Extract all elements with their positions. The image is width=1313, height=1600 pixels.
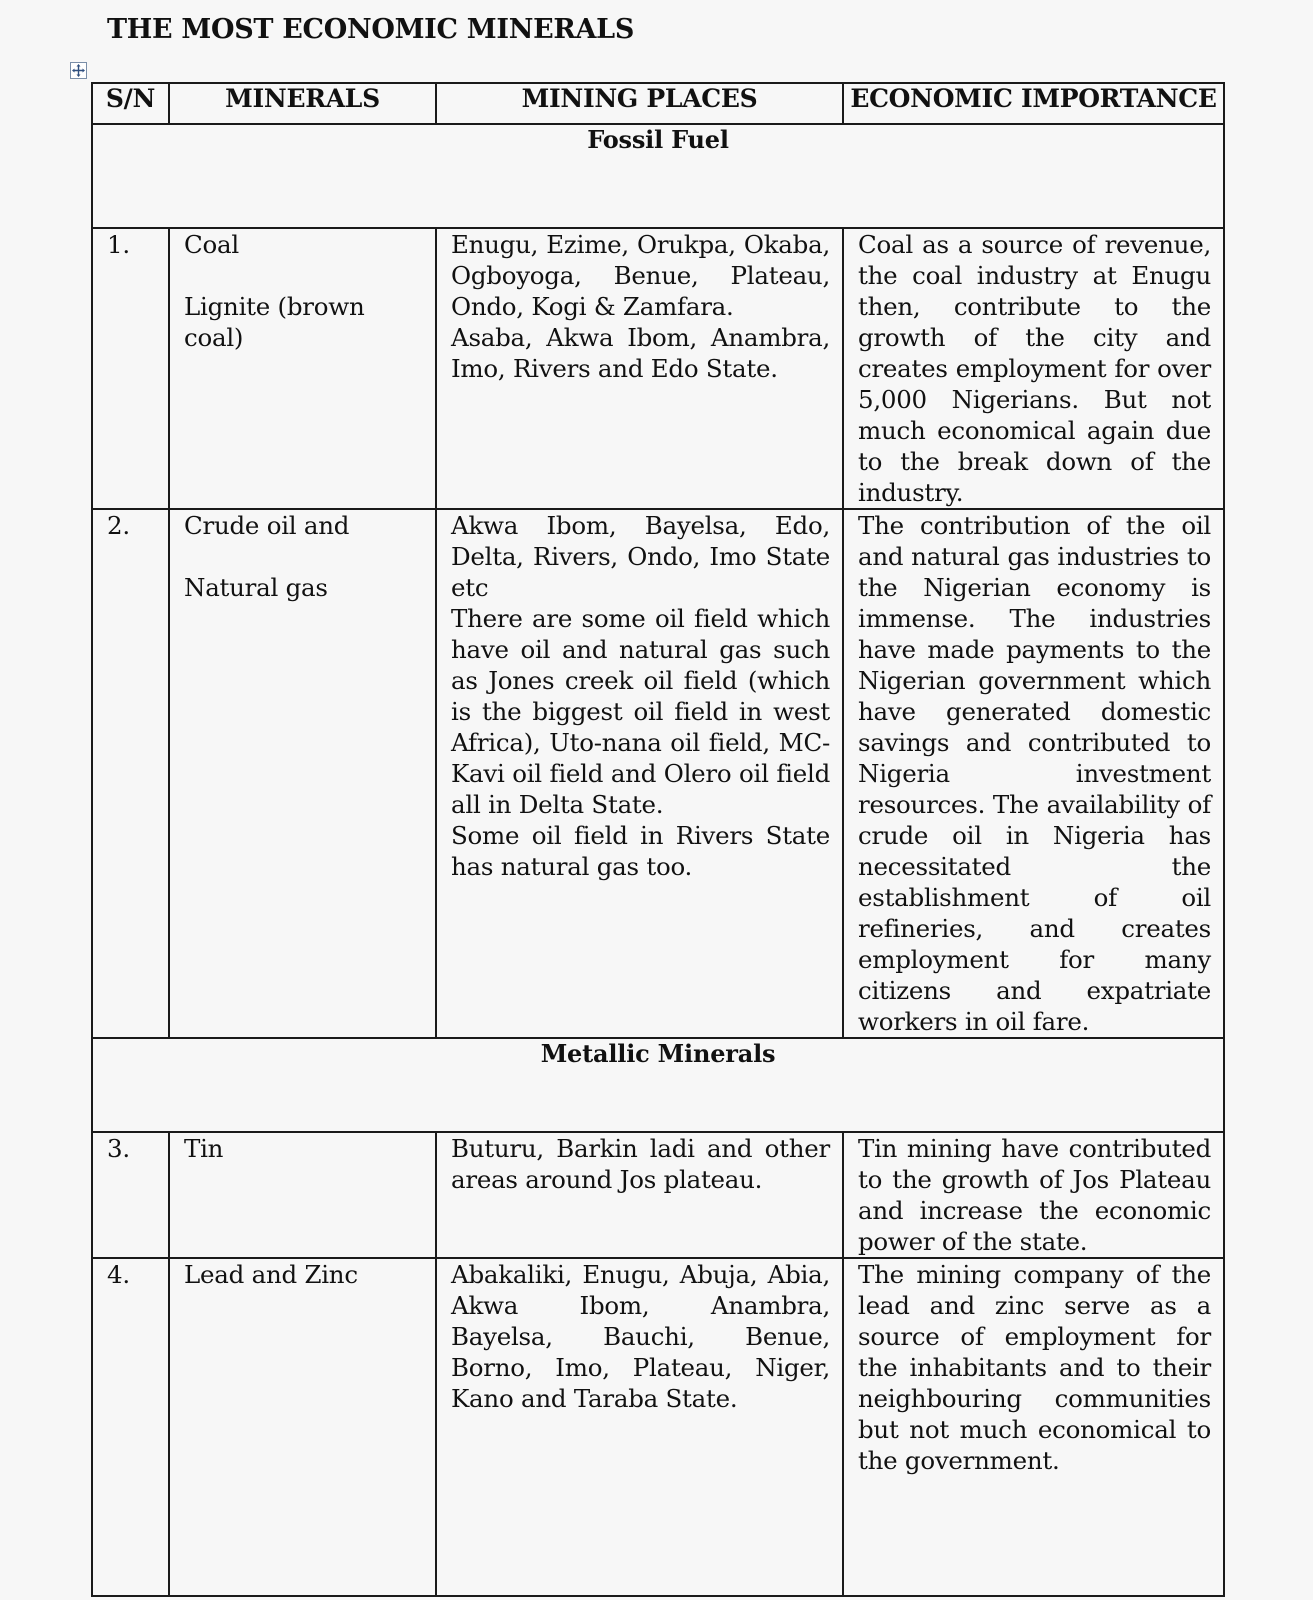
header-mining-places: MINING PLACES xyxy=(436,83,843,124)
minerals-table xyxy=(91,82,1225,1597)
section-title-metallic-minerals: Metallic Minerals xyxy=(92,1038,1224,1132)
section-title-fossil-fuel: Fossil Fuel xyxy=(92,124,1224,228)
document-title: THE MOST ECONOMIC MINERALS xyxy=(107,14,635,45)
table-row xyxy=(92,1258,1224,1596)
row-sn: 1. xyxy=(107,230,130,259)
mineral-name: Natural gas xyxy=(184,573,328,602)
table-move-handle-icon[interactable] xyxy=(70,62,87,79)
mineral-name: Coal xyxy=(184,230,239,259)
mineral-name: Tin xyxy=(184,1134,224,1163)
table-header-row xyxy=(92,83,1224,124)
row-sn: 2. xyxy=(107,511,130,540)
table-row xyxy=(92,509,1224,1038)
mining-places-text: Some oil field in Rivers State has natural gas too. xyxy=(451,821,830,881)
mineral-name: Lead and Zinc xyxy=(184,1260,358,1289)
section-row-metallic-minerals xyxy=(92,1038,1224,1132)
row-sn: 4. xyxy=(107,1260,130,1289)
header-sn: S/N xyxy=(92,83,169,124)
row-sn: 3. xyxy=(107,1134,130,1163)
mining-places-text: Enugu, Ezime, Orukpa, Okaba, Ogboyoga, Benue, Plateau, Ondo, Kogi & Zamfara. xyxy=(451,230,830,321)
table-row xyxy=(92,1132,1224,1258)
economic-importance-text: The mining company of the lead and zinc serve as a source of employment for the inhabitants and to their neighbouring communities but not much economical to the government. xyxy=(858,1260,1211,1475)
header-economic-importance: ECONOMIC IMPORTANCE xyxy=(843,83,1224,124)
mining-places-text: Akwa Ibom, Bayelsa, Edo, Delta, Rivers, Ondo, Imo State etc xyxy=(451,511,830,602)
section-row-fossil-fuel xyxy=(92,124,1224,228)
mining-places-text: Abakaliki, Enugu, Abuja, Abia, Akwa Ibom, Anambra, Bayelsa, Bauchi, Benue, Borno, Imo, Plateau, Niger, Kano and Taraba State. xyxy=(451,1260,830,1413)
header-minerals: MINERALS xyxy=(169,83,436,124)
economic-importance-text: The contribution of the oil and natural gas industries to the Nigerian economy is immense. The industries have made payments to the Nigerian government which have generated domestic savings and contributed to Nigeria investment resources. The availability of crude oil in Nigeria has necessitated the establishment of oil refineries, and creates employment for many citizens and expatriate workers in oil fare. xyxy=(858,511,1211,1036)
mining-places-text: There are some oil field which have oil and natural gas such as Jones creek oil field (which is the biggest oil field in west Africa), Uto-nana oil field, MC-Kavi oil field and Olero oil field all in Delta State. xyxy=(451,604,830,819)
mining-places-text: Asaba, Akwa Ibom, Anambra, Imo, Rivers and Edo State. xyxy=(451,323,830,383)
table-row xyxy=(92,228,1224,509)
economic-importance-text: Tin mining have contributed to the growth of Jos Plateau and increase the economic power of the state. xyxy=(858,1134,1211,1256)
mining-places-text: Buturu, Barkin ladi and other areas around Jos plateau. xyxy=(451,1134,830,1194)
economic-importance-text: Coal as a source of revenue, the coal industry at Enugu then, contribute to the growth of the city and creates employment for over 5,000 Nigerians. But not much economical again due to the break down of the industry. xyxy=(858,230,1211,507)
mineral-name: Lignite (brown coal) xyxy=(184,292,365,352)
mineral-name: Crude oil and xyxy=(184,511,350,540)
